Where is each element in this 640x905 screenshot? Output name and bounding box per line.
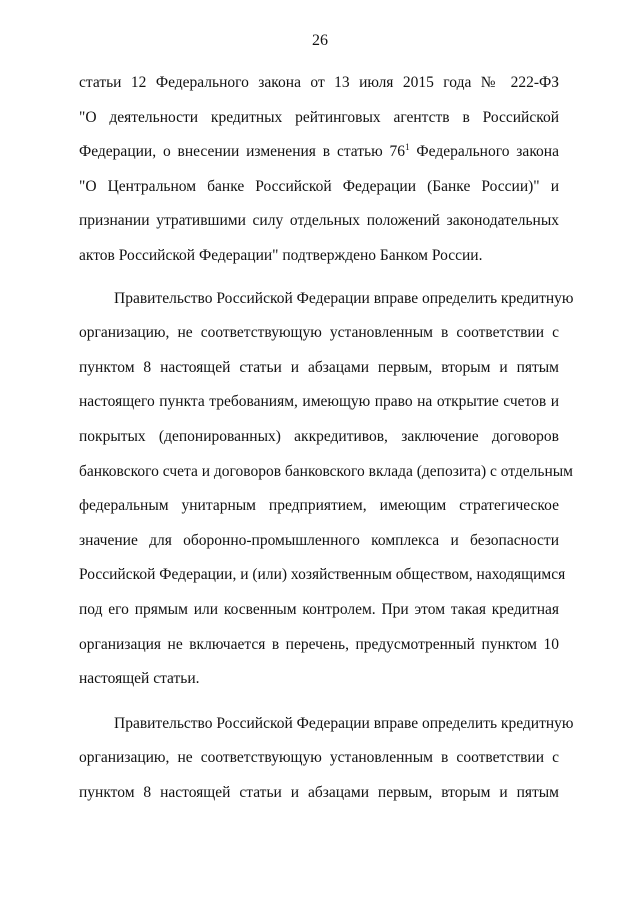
text-line: настоящего пункта требованиям, имеющую право на открытие счетов и <box>79 393 559 411</box>
text-line: пунктом 8 настоящей статьи и абзацами первым, вторым и пятым <box>79 358 559 376</box>
text-line: организация не включается в перечень, предусмотренный пунктом 10 <box>79 635 559 653</box>
text-line: актов Российской Федерации" подтверждено Банком России. <box>79 246 483 264</box>
paragraph-2 <box>79 282 574 697</box>
text-line: пунктом 8 настоящей статьи и абзацами первым, вторым и пятым <box>79 783 559 801</box>
text-line: Правительство Российской Федерации вправе определить кредитную <box>114 714 574 732</box>
text-line: Правительство Российской Федерации вправе определить кредитную <box>114 289 574 307</box>
text-line <box>79 135 559 170</box>
text-line: "О Центральном банке Российской Федерации (Банке России)" и <box>79 177 559 195</box>
text-fragment: Федерального закона <box>409 143 559 161</box>
paragraph-3 <box>79 707 574 811</box>
text-line: значение для оборонно-промышленного комплекса и безопасности <box>79 531 559 549</box>
text-line: Российской Федерации, и (или) хозяйственным обществом, находящимся <box>79 566 566 584</box>
page-number: 26 <box>312 32 328 49</box>
text-line: организацию, не соответствующую установленным в соответствии с <box>79 749 559 767</box>
document-body <box>79 66 574 810</box>
text-line: под его прямым или косвенным контролем. При этом такая кредитная <box>79 600 559 618</box>
text-line: покрытых (депонированных) аккредитивов, заключение договоров <box>79 427 559 445</box>
text-line: федеральным унитарным предприятием, имеющим стратегическое <box>79 497 559 515</box>
text-line: организацию, не соответствующую установленным в соответствии с <box>79 324 559 342</box>
footnote-superscript: 1 <box>405 142 410 153</box>
text-line: признании утратившими силу отдельных положений законодательных <box>79 212 559 230</box>
text-fragment: Федерации, о внесении изменения в статью 76 <box>79 143 406 161</box>
paragraph-1 <box>79 66 559 274</box>
text-line: статьи 12 Федерального закона от 13 июля 2015 года № 222-ФЗ <box>79 74 559 91</box>
text-line: "О деятельности кредитных рейтинговых агентств в Российской <box>79 108 559 126</box>
text-line: банковского счета и договоров банковского вклада (депозита) с отдельным <box>79 462 573 480</box>
text-line: настоящей статьи. <box>79 670 200 688</box>
